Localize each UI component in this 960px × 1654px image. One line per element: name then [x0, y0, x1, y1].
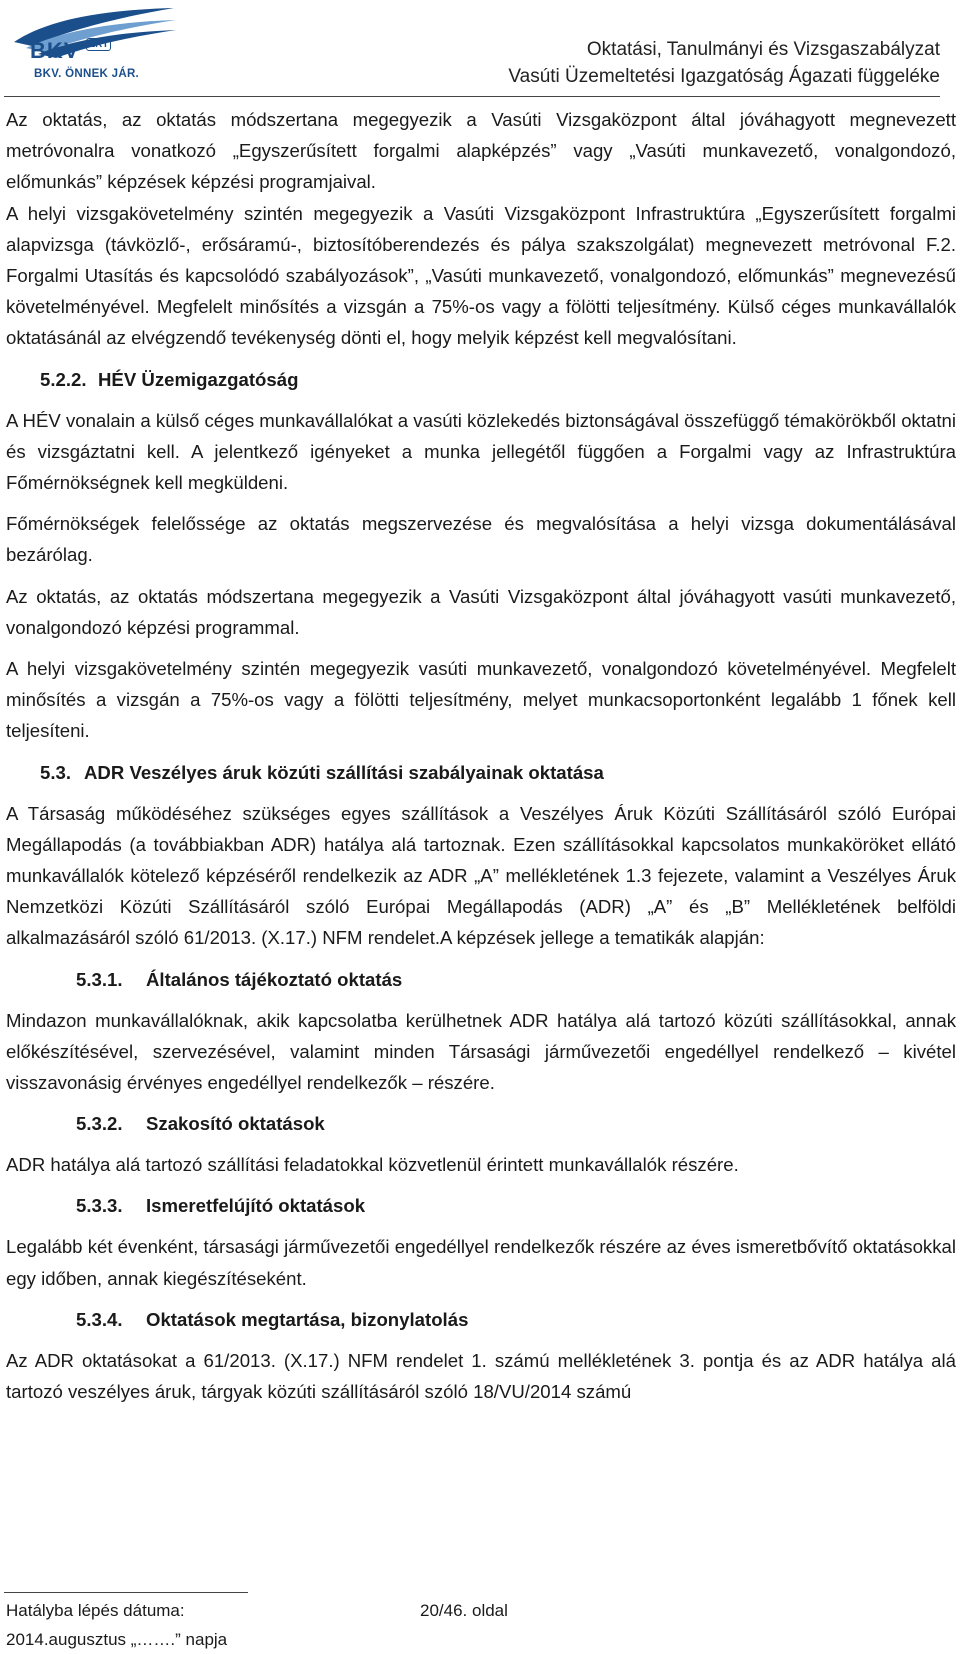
footer-label: Hatályba lépés dátuma:	[6, 1601, 185, 1620]
section-title: ADR Veszélyes áruk közúti szállítási szabályainak oktatása	[84, 761, 604, 783]
header-title-line2: Vasúti Üzemeltetési Igazgatóság Ágazati függeléke	[508, 66, 940, 87]
section-heading-5-3-3	[6, 1190, 956, 1221]
section-heading-5-3-4	[6, 1304, 956, 1335]
paragraph: Főmérnökségek felelőssége az oktatás megszervezése és megvalósítása a helyi vizsga dokumentálásával bezárólag.	[6, 513, 956, 566]
paragraph: A HÉV vonalain a külső céges munkavállalókat a vasúti közlekedés biztonságával összefüggő témakörökből oktatni és vizsgáztatni kell. A jelentkező igényeket a munka jellegétől függően a Forgalmi vagy az Infrastruktúra Főmérnökségnek kell megküldeni.	[6, 409, 956, 494]
section-number: 5.3.	[40, 761, 72, 783]
section-title: Oktatások megtartása, bizonylatolás	[146, 1308, 469, 1330]
paragraph: A helyi vizsgakövetelmény szintén megegyezik vasúti munkavezető, vonalgondozó követelményével. Megfelelt minősítés a vizsgán a 75%-os vagy a fölötti teljesítmény, melyet munkacsoportonként legalább 1 főnek kell teljesíteni.	[6, 658, 956, 742]
section-number: 5.3.1.	[76, 968, 123, 990]
page-number: 20/46. oldal	[420, 1601, 508, 1620]
header-divider	[4, 96, 940, 97]
section-number: 5.2.2.	[40, 368, 87, 390]
section-number: 5.3.4.	[76, 1308, 123, 1330]
paragraph: Mindazon munkavállalóknak, akik kapcsolatba kerülhetnek ADR hatálya alá tartozó közúti szállításokkal, annak előkészítésével, szervezésével, valamint minden Társasági járművezetői engedéllyel rendelkező – kivétel visszavonásig érvényes engedéllyel rendelkezők – részére.	[6, 1009, 956, 1094]
page-header	[0, 0, 960, 92]
paragraph: Az oktatás, az oktatás módszertana megegyezik a Vasúti Vizsgaközpont által jóváhagyott megnevezett metróvonalra vonatkozó „Egyszerűsített forgalmi alapképzés” vagy „Vasúti munkavezető, vonalgondozó, előmunkás” képzések képzési programjaival.	[6, 109, 956, 193]
logo-badge: ZRT	[86, 38, 111, 51]
footer-effective-date	[6, 1596, 227, 1654]
section-number: 5.3.3.	[76, 1195, 123, 1217]
section-title: Általános tájékoztató oktatás	[146, 968, 403, 990]
section-heading-5-3-1	[6, 964, 956, 995]
paragraph: Legalább két évenként, társasági járművezetői engedéllyel rendelkezők részére az éves ismeretbővítő oktatásokkal egy időben, annak kiegészítéseként.	[6, 1236, 956, 1289]
body-content	[6, 104, 956, 1417]
section-number: 5.3.2.	[76, 1113, 123, 1135]
footer-date: 2014.augusztus „…….” napja	[6, 1630, 228, 1649]
paragraph: A helyi vizsgakövetelmény szintén megegyezik a Vasúti Vizsgaközpont Infrastruktúra „Egyszerűsített forgalmi alapvizsga (távközlő-, erősáramú-, biztosítóberendezés és pálya szakszolgálat) megnevezett metróvonal F.2. Forgalmi Utasítás és kapcsolódó szabályozások”, „Vasúti munkavezető, vonalgondozó, előmunkás” megnevezésű követelményével. Megfelelt minősítés a vizsgán a 75%-os vagy a fölötti teljesítmény. Külső céges munkavállalók oktatásánál az elvégzendő tevékenység dönti el, hogy melyik képzést kell megvalósítani.	[6, 202, 956, 349]
paragraph: Az oktatás, az oktatás módszertana megegyezik a Vasúti Vizsgaközpont által jóváhagyott vasúti munkavezető, vonalgondozó képzési programmal.	[6, 585, 956, 638]
header-title	[508, 36, 940, 90]
logo-slogan: BKV. ÖNNEK JÁR.	[34, 68, 140, 80]
header-title-line1: Oktatási, Tanulmányi és Vizsgaszabályzat	[586, 39, 940, 60]
paragraph: A Társaság működéséhez szükséges egyes szállítások a Veszélyes Áruk Közúti Szállításáról szóló Európai Megállapodás (a továbbiakban ADR) hatálya alá tartoznak. Ezen szállításokkal kapcsolatos munkaköröket ellátó munkavállalók kötelező képzéséről rendelkezik az ADR „A” mellékletének 1.3 fejezete, valamint a Veszélyes Áruk Nemzetközi Közúti Szállításáról szóló Európai Megállapodás (ADR) „A” és „B” Mellékletének belföldi alkalmazásáról szóló 61/2013. (X.17.) NFM rendelet.A képzések jellege a tematikák alapján:	[6, 802, 956, 949]
logo-wordmark: BKV	[30, 38, 80, 63]
section-heading-5-3-2	[6, 1108, 956, 1139]
section-title: HÉV Üzemigazgatóság	[98, 368, 299, 390]
paragraph: ADR hatálya alá tartozó szállítási feladatokkal közvetlenül érintett munkavállalók részére.	[6, 1154, 739, 1176]
section-title: Ismeretfelújító oktatások	[146, 1195, 366, 1217]
section-title: Szakosító oktatások	[146, 1113, 325, 1135]
paragraph: Az ADR oktatásokat a 61/2013. (X.17.) NFM rendelet 1. számú mellékletének 3. pontja és az ADR hatálya alá tartozó veszélyes áruk, tárgyak közúti szállításáról szóló 18/VU/2014 számú	[6, 1349, 956, 1403]
footer-divider	[4, 1592, 248, 1593]
section-heading-5-2-2	[6, 364, 956, 395]
section-heading-5-3	[6, 757, 956, 788]
